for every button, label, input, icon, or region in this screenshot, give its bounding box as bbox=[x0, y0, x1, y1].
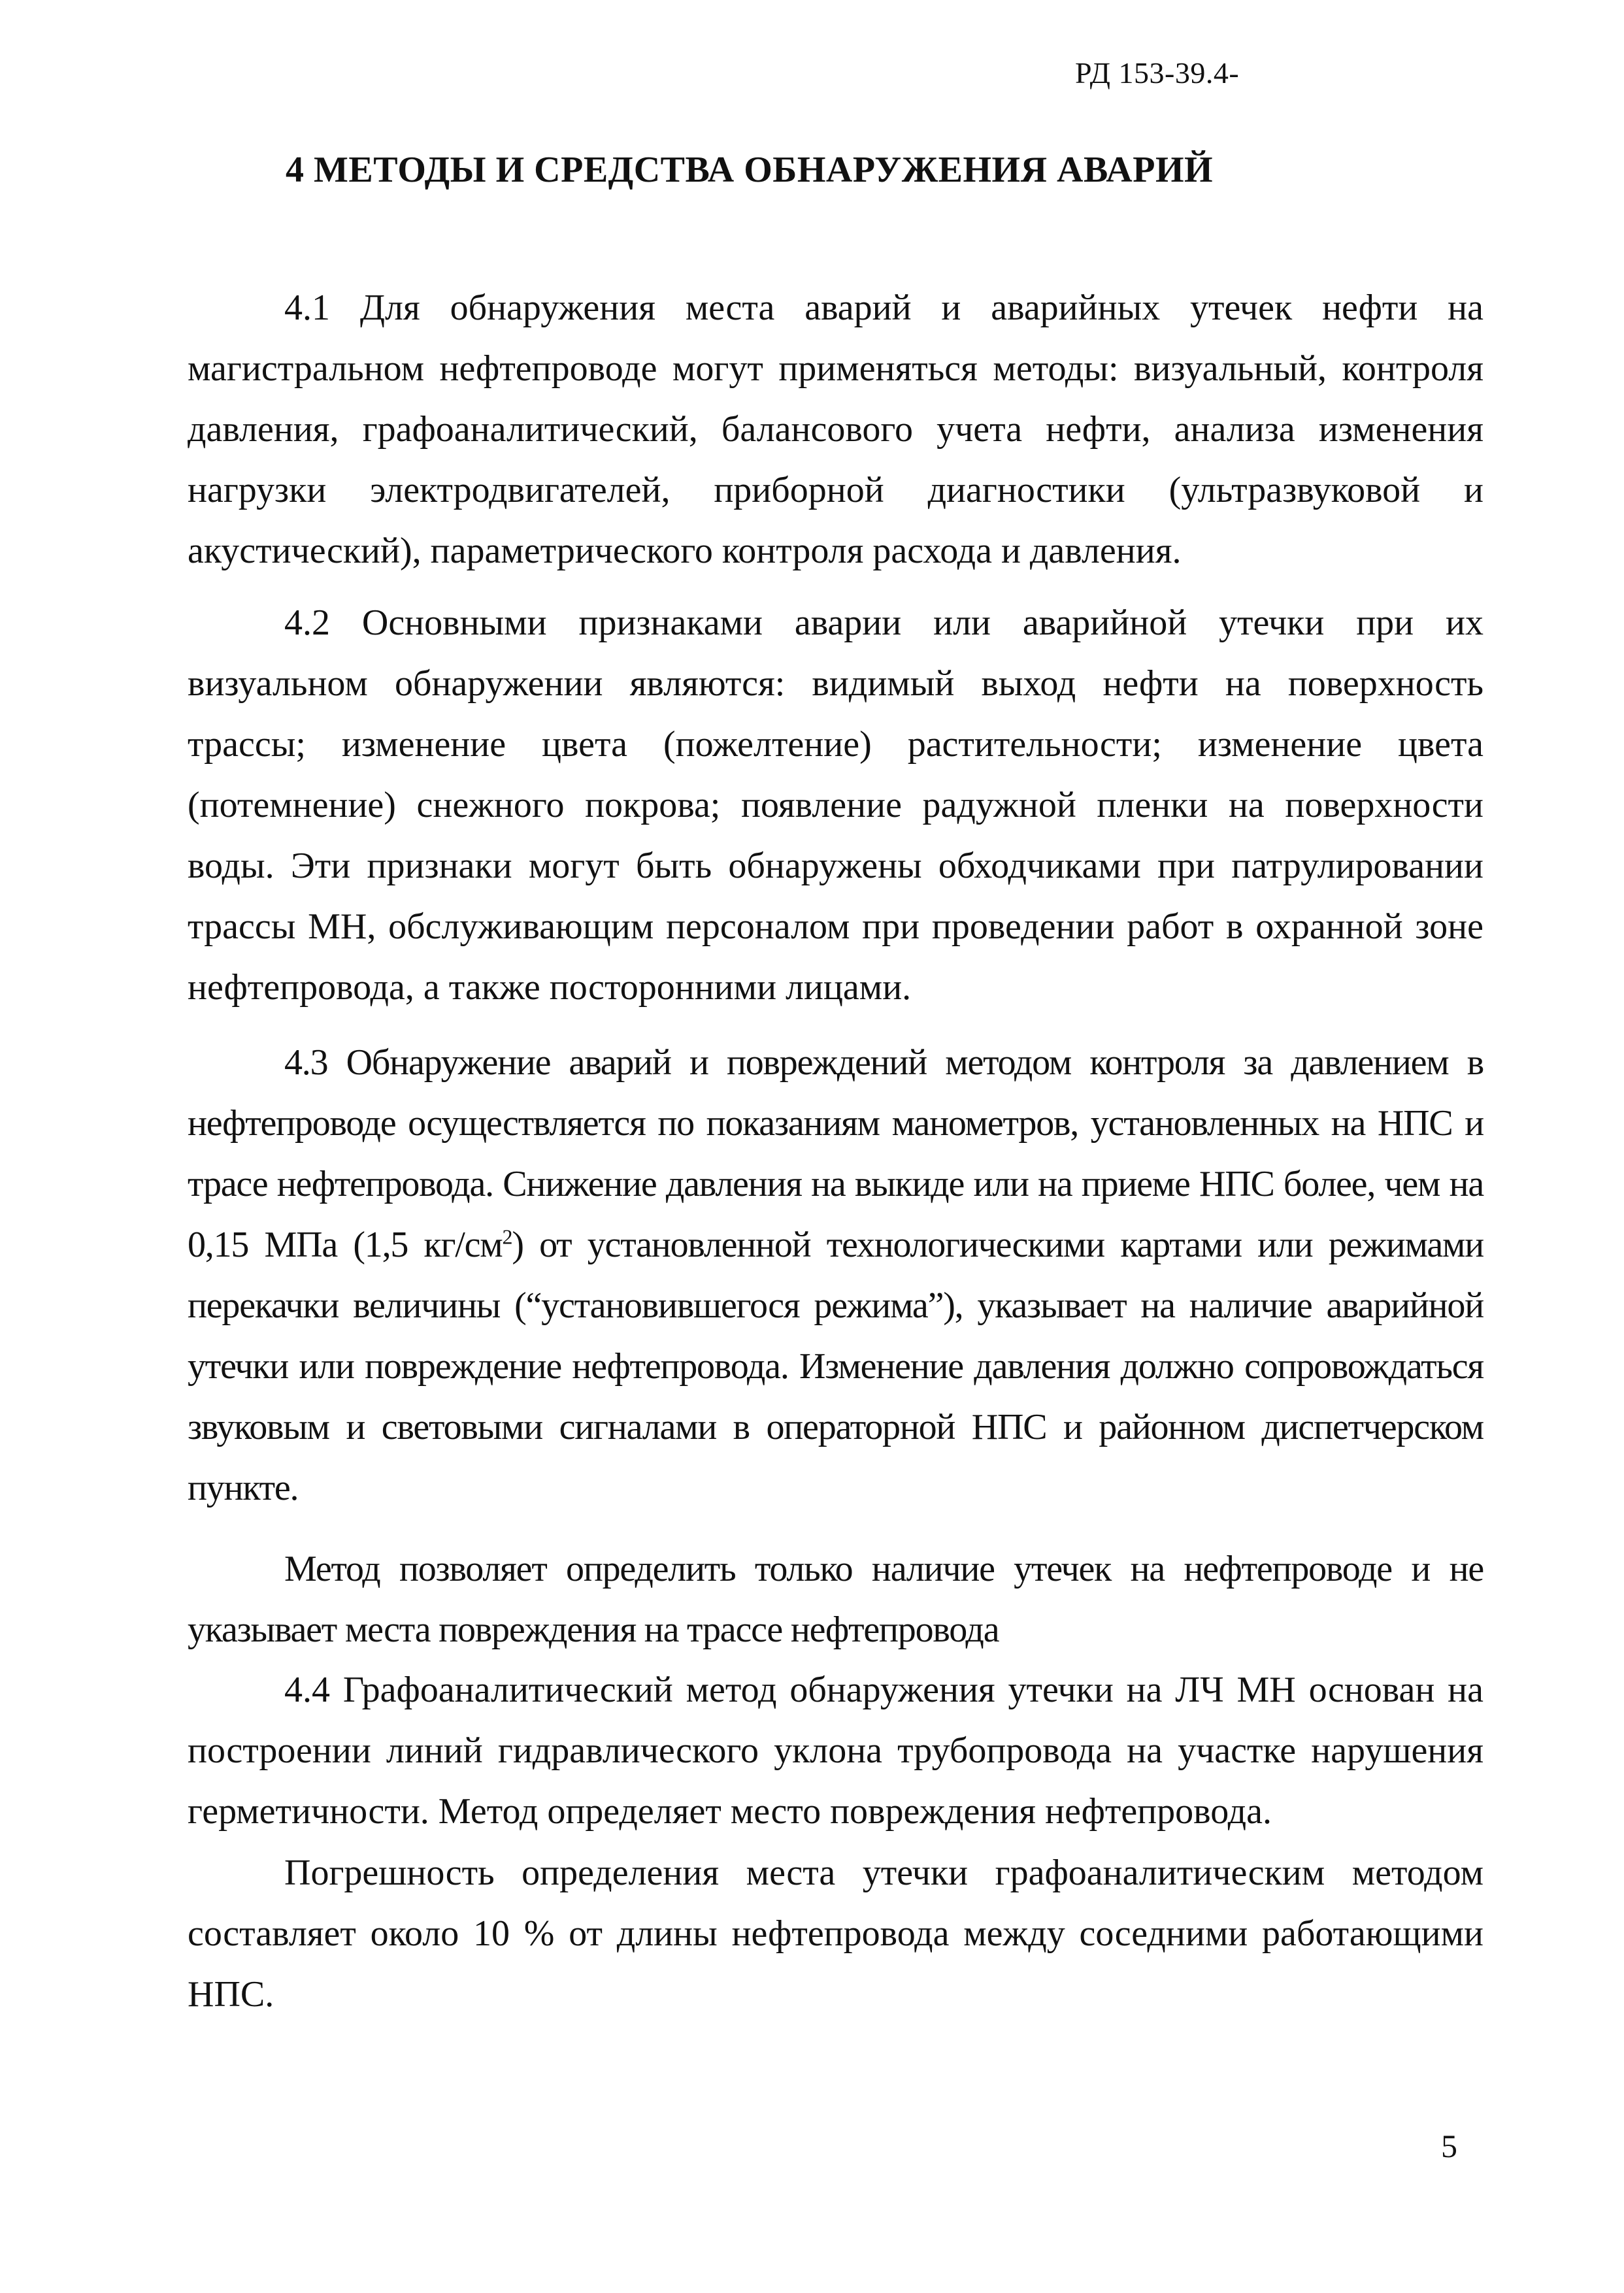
paragraph-4-2: 4.2 Основными признаками аварии или аварийной утечки при их визуальном обнаружении являются: видимый выход нефти на поверхность трассы; изменение цвета (пожелтение) растительности; изменение цвета (потемнение) снежного покрова; появление радужной пленки на поверхности воды. Эти признаки могут быть обнаружены обходчиками при патрулировании трассы МН, обслуживающим персоналом при проведении работ в охранной зоне нефтепровода, а также посторонними лицами. bbox=[188, 602, 1483, 1008]
paragraph-method-limitation: Метод позволяет определить только наличие утечек на нефтепроводе и не указывает места повреждения на трассе нефтепровода bbox=[188, 1549, 1483, 1650]
paragraph-4-3-text-start: 4.3 Обнаружение аварий и повреждений методом контроля за давлением в нефтепроводе осуществляется по показаниям манометров, установленных на НПС и трасе нефтепровода. Снижение давления на выкиде или на приеме НПС более, чем на 0,15 МПа (1,5 кг/см bbox=[188, 1042, 1483, 1265]
paragraph-4-3-text-end: ) от установленной технологическими картами или режимами перекачки величины (“установившегося режима”), указывает на наличие аварийной утечки или повреждение нефтепровода. Изменение давления должно сопровождаться звуковым и световыми сигналами в операторной НПС и районном диспетчерском пункте. bbox=[188, 1225, 1484, 1508]
page-number: 5 bbox=[1441, 2128, 1457, 2164]
superscript-squared: 2 bbox=[502, 1225, 512, 1249]
paragraph-4-3 bbox=[188, 1032, 1483, 1519]
paragraph-4-4: 4.4 Графоаналитический метод обнаружения утечки на ЛЧ МН основан на построении линий гидравлического уклона трубопровода на участке нарушения герметичности. Метод определяет место повреждения нефтепровода. bbox=[188, 1670, 1483, 1832]
paragraph-error-estimate: Погрешность определения места утечки графоаналитическим методом составляет около 10 % от длины нефтепровода между соседними работающими НПС. bbox=[188, 1853, 1483, 2015]
document-code: РД 153-39.4- bbox=[1075, 56, 1240, 90]
section-title: 4 МЕТОДЫ И СРЕДСТВА ОБНАРУЖЕНИЯ АВАРИЙ bbox=[286, 150, 1214, 190]
paragraph-4-1: 4.1 Для обнаружения места аварий и аварийных утечек нефти на магистральном нефтепроводе могут применяться методы: визуальный, контроля давления, графоаналитический, балансового учета нефти, анализа изменения нагрузки электродвигателей, приборной диагностики (ультразвуковой и акустический), параметрического контроля расхода и давления. bbox=[188, 288, 1483, 571]
